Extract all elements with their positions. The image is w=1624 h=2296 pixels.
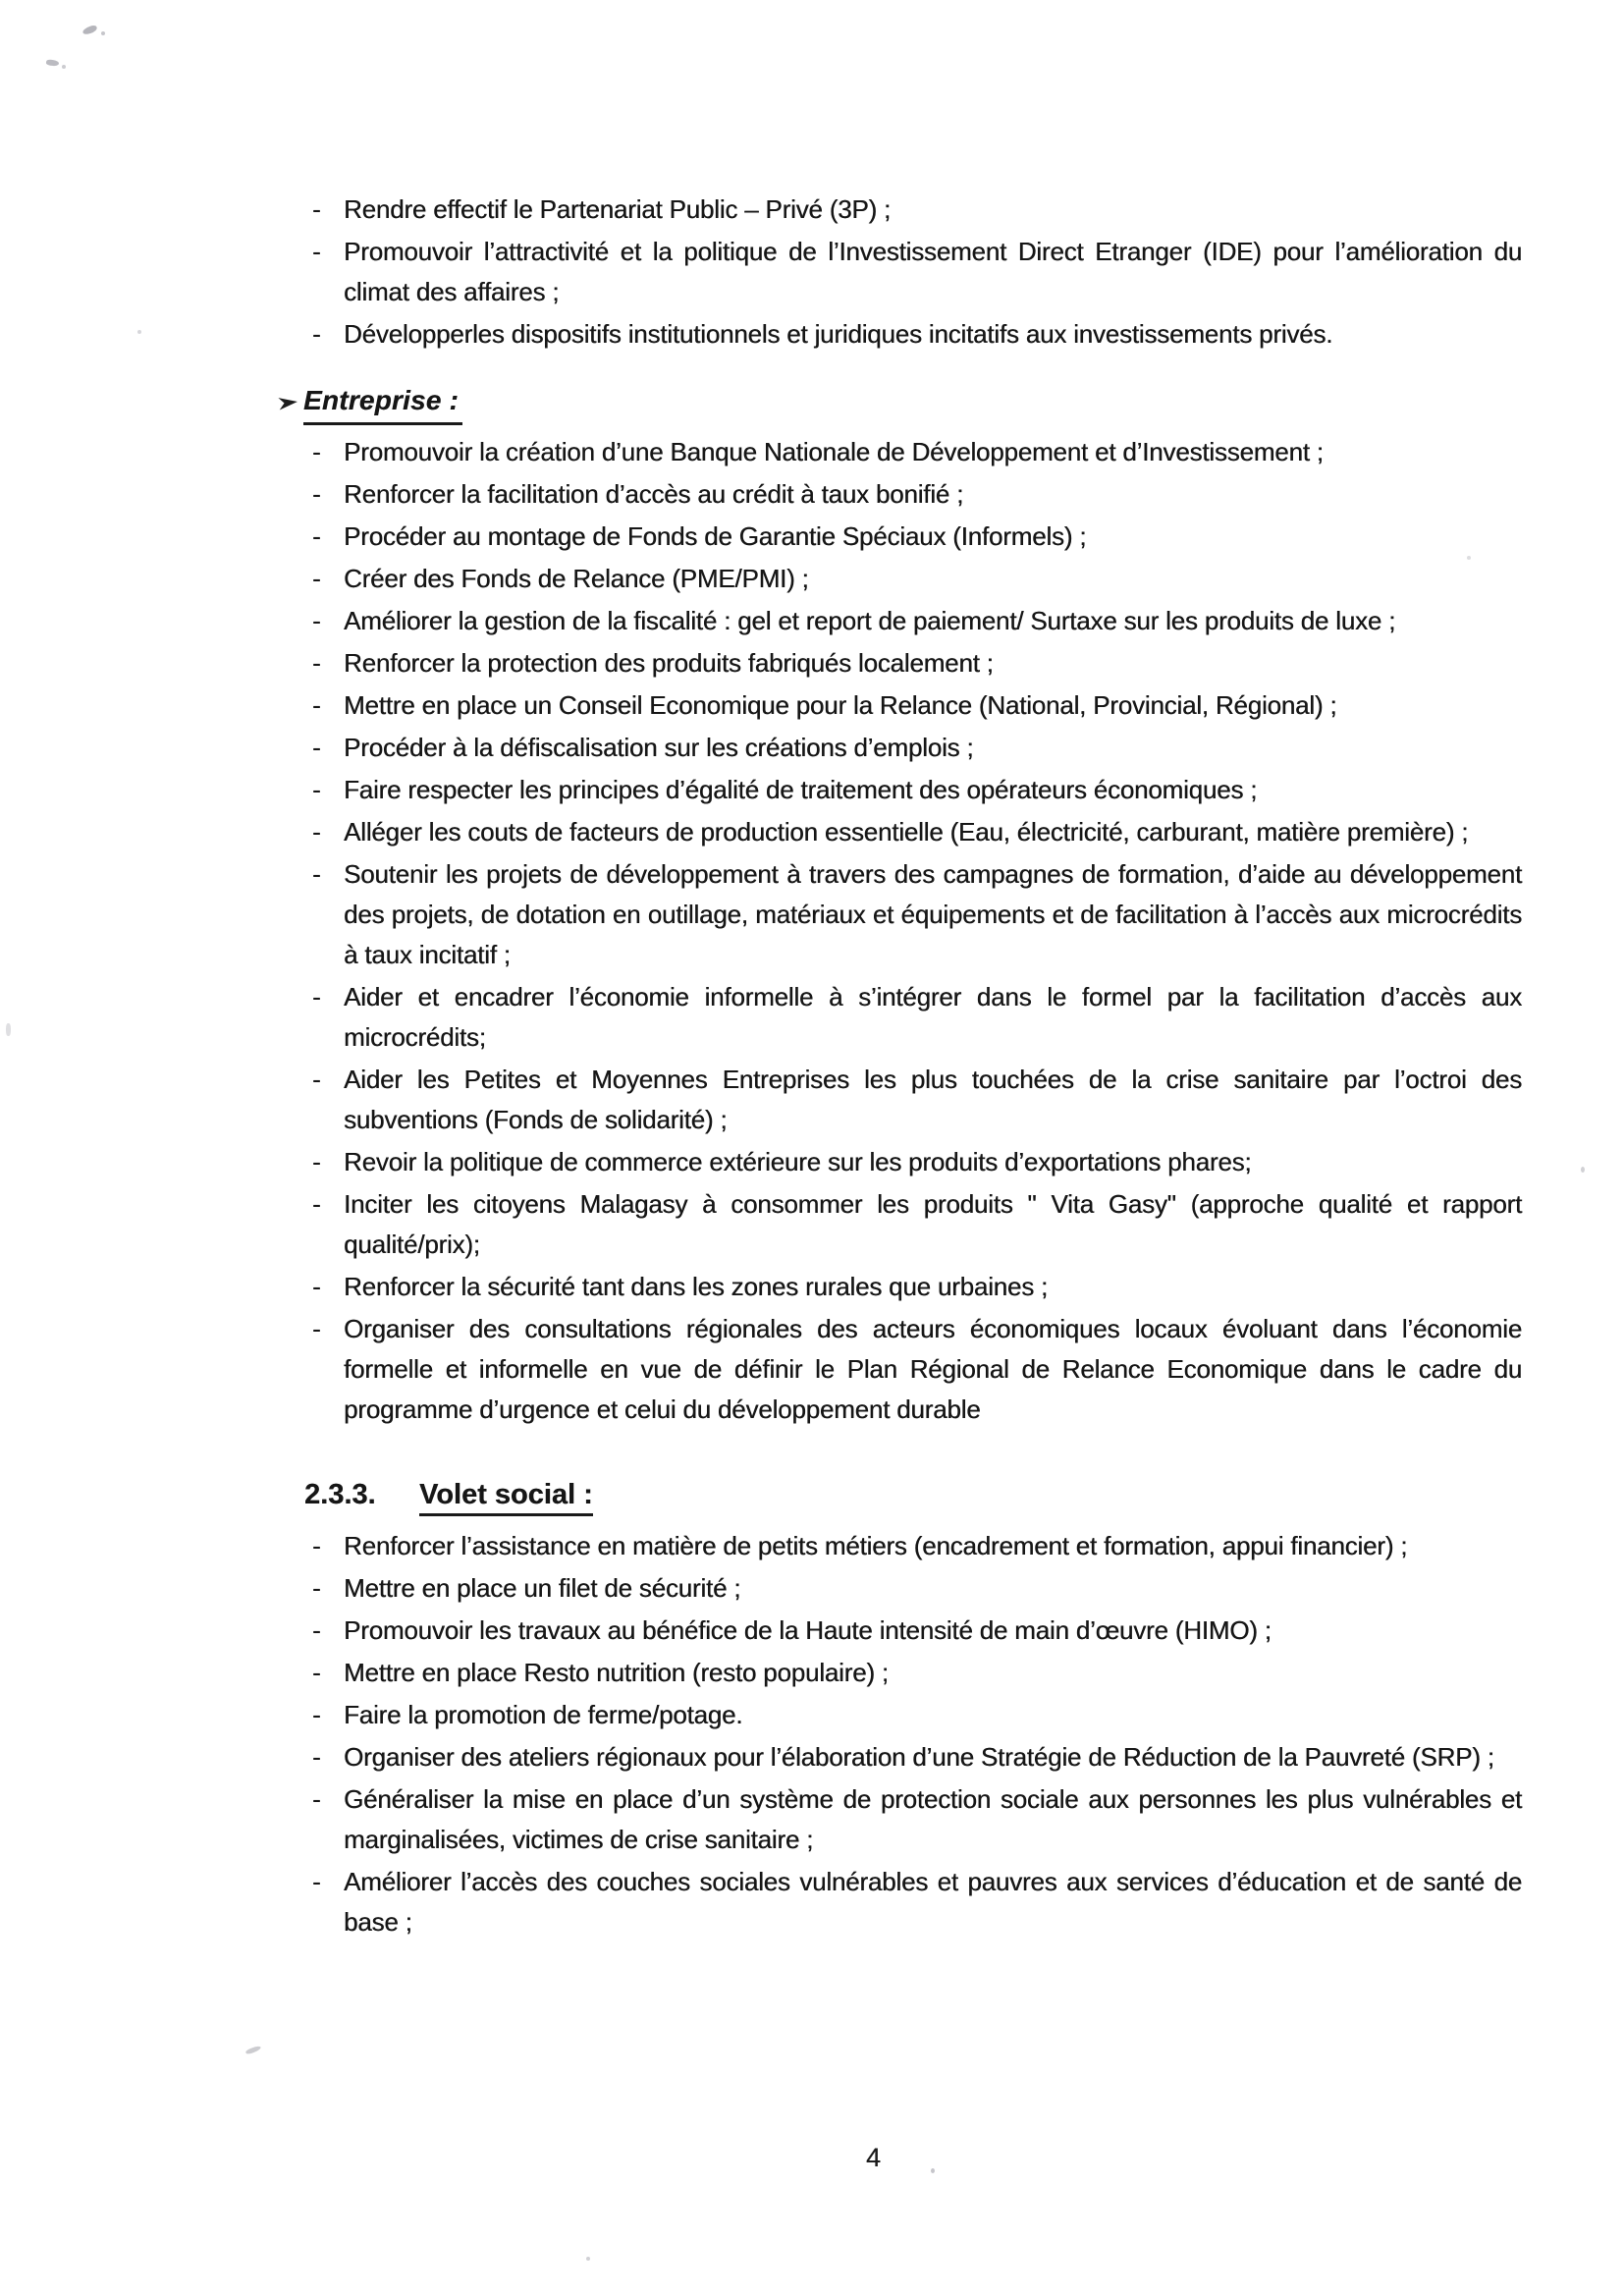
bullet-dash: - <box>312 775 321 804</box>
bullet-text: Promouvoir les travaux au bénéfice de la Haute intensité de main d’œuvre (HIMO) ; <box>344 1615 1272 1645</box>
social-section-heading <box>278 1473 1522 1516</box>
bullet-text: Mettre en place un Conseil Economique pour la Relance (National, Provincial, Régional) ; <box>344 690 1337 720</box>
bullet-item <box>278 1695 1522 1735</box>
bullet-dash: - <box>312 521 321 551</box>
bullet-text: Renforcer la protection des produits fabriqués localement ; <box>344 648 994 678</box>
bullet-text: Renforcer la sécurité tant dans les zones rurales que urbaines ; <box>344 1272 1049 1301</box>
bullet-dash: - <box>312 1784 321 1814</box>
bullet-item <box>278 559 1522 599</box>
bullet-item <box>278 190 1522 230</box>
scan-artifact <box>46 59 60 67</box>
bullet-dash: - <box>312 237 321 266</box>
scan-artifact <box>81 25 97 35</box>
scan-artifact <box>6 1023 11 1036</box>
bullet-text: Revoir la politique de commerce extérieure sur les produits d’exportations phares; <box>344 1147 1252 1176</box>
bullet-item <box>278 1309 1522 1430</box>
bullet-dash: - <box>312 1573 321 1603</box>
bullet-item <box>278 685 1522 726</box>
bullet-dash: - <box>312 1065 321 1094</box>
bullet-dash: - <box>312 690 321 720</box>
bullet-item <box>278 1653 1522 1693</box>
scan-artifact <box>931 2168 935 2173</box>
bullet-text: Renforcer l’assistance en matière de petits métiers (encadrement et formation, appui financier) ; <box>344 1531 1408 1560</box>
bullet-text: Rendre effectif le Partenariat Public – Privé (3P) ; <box>344 194 892 224</box>
bullet-item <box>278 1267 1522 1307</box>
bullet-dash: - <box>312 982 321 1011</box>
section-number: 2.3.3. <box>304 1479 376 1510</box>
bullet-dash: - <box>312 606 321 635</box>
bullet-dash: - <box>312 1189 321 1219</box>
bullet-dash: - <box>312 1615 321 1645</box>
bullet-dash: - <box>312 1700 321 1729</box>
bullet-text: Mettre en place un filet de sécurité ; <box>344 1573 741 1603</box>
bullet-text: Alléger les couts de facteurs de production essentielle (Eau, électricité, carburant, matière première) ; <box>344 817 1469 847</box>
bullet-item <box>278 1142 1522 1182</box>
scan-artifact <box>137 330 141 334</box>
bullet-item <box>278 1779 1522 1860</box>
arrowhead-right-icon <box>278 383 303 423</box>
bullet-text: Renforcer la facilitation d’accès au crédit à taux bonifié ; <box>344 479 964 509</box>
bullet-text: Faire respecter les principes d’égalité de traitement des opérateurs économiques ; <box>344 775 1258 804</box>
bullet-item <box>278 232 1522 312</box>
bullet-text: Organiser des ateliers régionaux pour l’élaboration d’une Stratégie de Réduction de la Pauvreté (SRP) ; <box>344 1742 1494 1772</box>
bullet-dash: - <box>312 1314 321 1343</box>
entreprise-heading-label: Entreprise : <box>303 380 462 425</box>
bullet-text: Inciter les citoyens Malagasy à consommer les produits " Vita Gasy" (approche qualité et rapport qualité/prix); <box>344 1189 1522 1259</box>
bullet-text: Organiser des consultations régionales des acteurs économiques locaux évoluant dans l’économie formelle et informelle en vue de définir le Plan Régional de Relance Economique dans le cadre du programme d’urgence et celui du développement durable <box>344 1314 1522 1424</box>
bullet-dash: - <box>312 648 321 678</box>
bullet-dash: - <box>312 733 321 762</box>
section-heading-label: Volet social : <box>419 1479 593 1516</box>
bullet-text: Promouvoir l’attractivité et la politique de l’Investissement Direct Etranger (IDE) pour l’amélioration du climat des affaires ; <box>344 237 1522 306</box>
bullet-text: Développerles dispositifs institutionnels et juridiques incitatifs aux investissements privés. <box>344 319 1333 349</box>
bullet-dash: - <box>312 817 321 847</box>
bullet-item <box>278 1611 1522 1651</box>
scan-artifact <box>62 65 66 69</box>
bullet-text: Faire la promotion de ferme/potage. <box>344 1700 743 1729</box>
bullet-item <box>278 601 1522 641</box>
bullet-item <box>278 1568 1522 1609</box>
bullet-dash: - <box>312 479 321 509</box>
bullet-item <box>278 1184 1522 1265</box>
bullet-item <box>278 977 1522 1058</box>
bullet-item <box>278 314 1522 355</box>
bullet-dash: - <box>312 1742 321 1772</box>
bullet-item <box>278 770 1522 810</box>
bullet-dash: - <box>312 564 321 593</box>
page-content <box>278 190 1522 1944</box>
bullet-dash: - <box>312 194 321 224</box>
scan-artifact <box>586 2257 590 2261</box>
bullet-item <box>278 1737 1522 1777</box>
bullet-dash: - <box>312 1867 321 1896</box>
bullet-text: Généraliser la mise en place d’un système de protection sociale aux personnes les plus vulnérables et marginalisées, victimes de crise sanitaire ; <box>344 1784 1522 1854</box>
page-number: 4 <box>866 2143 882 2172</box>
bullet-text: Améliorer l’accès des couches sociales vulnérables et pauvres aux services d’éducation et de santé de base ; <box>344 1867 1522 1937</box>
bullet-text: Procéder au montage de Fonds de Garantie Spéciaux (Informels) ; <box>344 521 1087 551</box>
bullet-text: Aider les Petites et Moyennes Entreprises les plus touchées de la crise sanitaire par l’octroi des subventions (Fonds de solidarité) ; <box>344 1065 1522 1134</box>
bullet-dash: - <box>312 859 321 889</box>
scan-artifact <box>1581 1167 1585 1173</box>
bullet-dash: - <box>312 1658 321 1687</box>
bullet-item <box>278 1526 1522 1566</box>
bullet-dash: - <box>312 437 321 466</box>
bullet-dash: - <box>312 319 321 349</box>
bullet-text: Promouvoir la création d’une Banque Nationale de Développement et d’Investissement ; <box>344 437 1324 466</box>
bullet-item <box>278 517 1522 557</box>
entreprise-section-heading <box>278 380 1522 425</box>
bullet-item <box>278 1862 1522 1942</box>
bullet-text: Soutenir les projets de développement à travers des campagnes de formation, d’aide au développement des projets, de dotation en outillage, matériaux et équipements et de facilitation à l’accès aux microcrédits à taux incitatif ; <box>344 859 1522 969</box>
bullet-item <box>278 474 1522 515</box>
scan-artifact <box>245 2045 262 2055</box>
bullet-text: Créer des Fonds de Relance (PME/PMI) ; <box>344 564 809 593</box>
bullet-text: Procéder à la défiscalisation sur les créations d’emplois ; <box>344 733 974 762</box>
scan-artifact <box>101 31 105 35</box>
bullet-item <box>278 432 1522 472</box>
bullet-text: Aider et encadrer l’économie informelle à s’intégrer dans le formel par la facilitation d’accès aux microcrédits; <box>344 982 1522 1052</box>
bullet-text: Mettre en place Resto nutrition (resto populaire) ; <box>344 1658 889 1687</box>
bullet-dash: - <box>312 1272 321 1301</box>
bullet-item <box>278 643 1522 683</box>
bullet-item <box>278 1060 1522 1140</box>
bullet-item <box>278 728 1522 768</box>
bullet-item <box>278 854 1522 975</box>
bullet-dash: - <box>312 1147 321 1176</box>
bullet-item <box>278 812 1522 852</box>
bullet-text: Améliorer la gestion de la fiscalité : gel et report de paiement/ Surtaxe sur les produits de luxe ; <box>344 606 1396 635</box>
bullet-dash: - <box>312 1531 321 1560</box>
